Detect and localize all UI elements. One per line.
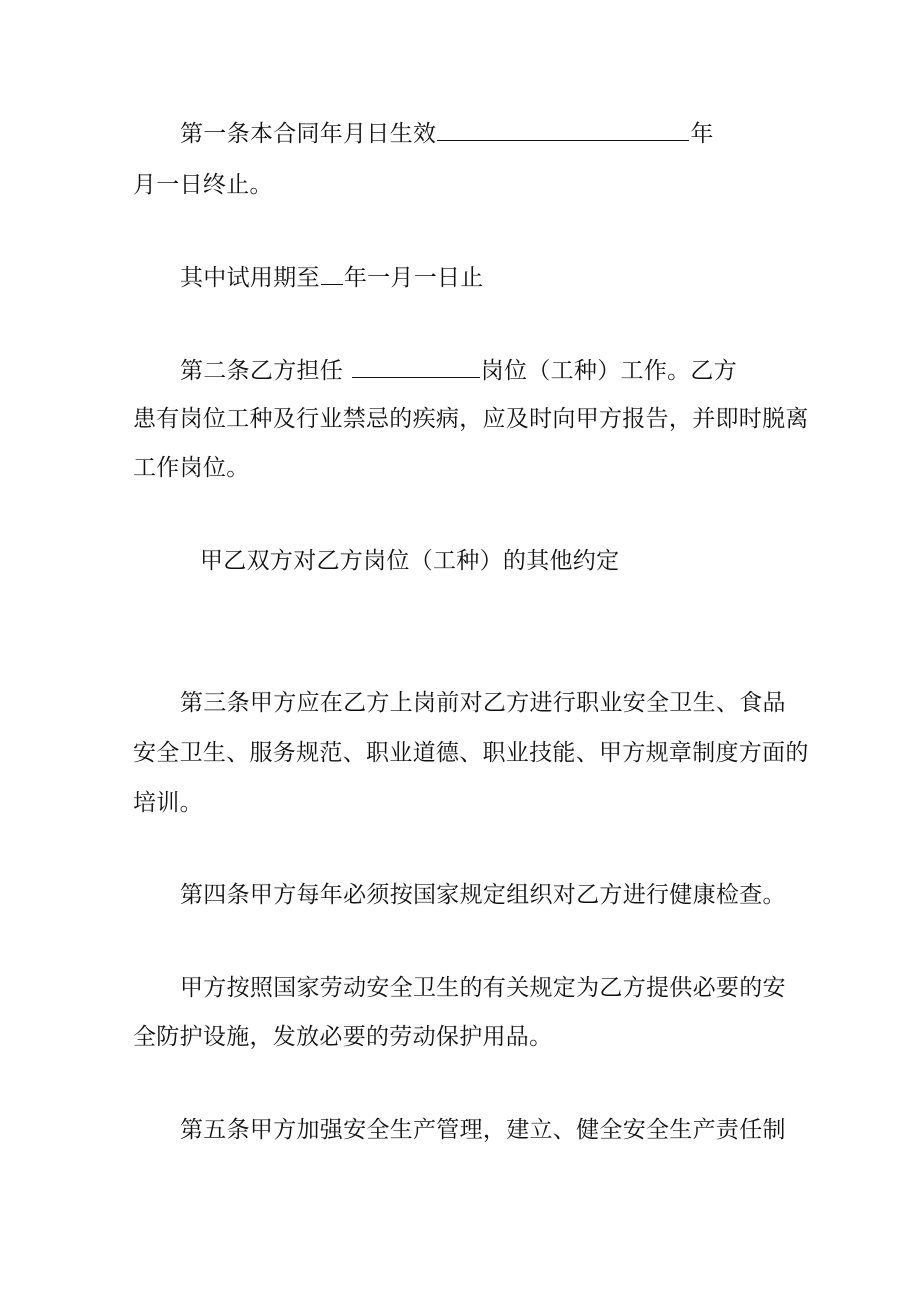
- safety-provision-line-1: 甲方按照国家劳动安全卫生的有关规定为乙方提供必要的安: [180, 975, 786, 1001]
- probation-suffix-text: 年一月一日止: [343, 265, 484, 291]
- article-5-line-1: 第五条甲方加强安全生产管理，建立、健全安全生产责任制: [180, 1117, 786, 1143]
- safety-provision-line-2: 全防护设施，发放必要的劳动保护用品。: [133, 1024, 553, 1050]
- article-3-line-3: 培训。: [133, 790, 203, 816]
- article-1-line-2: 月一日终止。: [133, 172, 273, 198]
- position-blank[interactable]: [352, 355, 480, 378]
- effective-date-blank[interactable]: [437, 118, 689, 141]
- article-1-year-text: 年: [690, 121, 714, 147]
- article-2-line-2: 患有岗位工种及行业禁忌的疾病，应及时向甲方报告，并即时脱离: [133, 406, 809, 432]
- article-3-line-1: 第三条甲方应在乙方上岗前对乙方进行职业安全卫生、食品: [180, 690, 786, 716]
- article-1-line-1: [180, 118, 714, 149]
- article-2-line-3: 工作岗位。: [133, 455, 250, 481]
- probation-line: [180, 262, 484, 293]
- other-agreement-heading: 甲乙双方对乙方岗位（工种）的其他约定: [200, 548, 620, 574]
- article-2-prefix-text: 第二条乙方担任: [180, 358, 344, 384]
- article-3-line-2: 安全卫生、服务规范、职业道德、职业技能、甲方规章制度方面的: [133, 740, 809, 766]
- probation-year-blank[interactable]: [321, 262, 343, 285]
- article-1-effective-text: 第一条本合同年月日生效: [180, 121, 437, 147]
- article-4-line-1: 第四条甲方每年必须按国家规定组织对乙方进行健康检查。: [180, 882, 786, 908]
- probation-prefix-text: 其中试用期至: [180, 265, 320, 291]
- article-2-suffix-text: 岗位（工种）工作。乙方: [480, 358, 738, 384]
- article-2-line-1: [180, 355, 737, 386]
